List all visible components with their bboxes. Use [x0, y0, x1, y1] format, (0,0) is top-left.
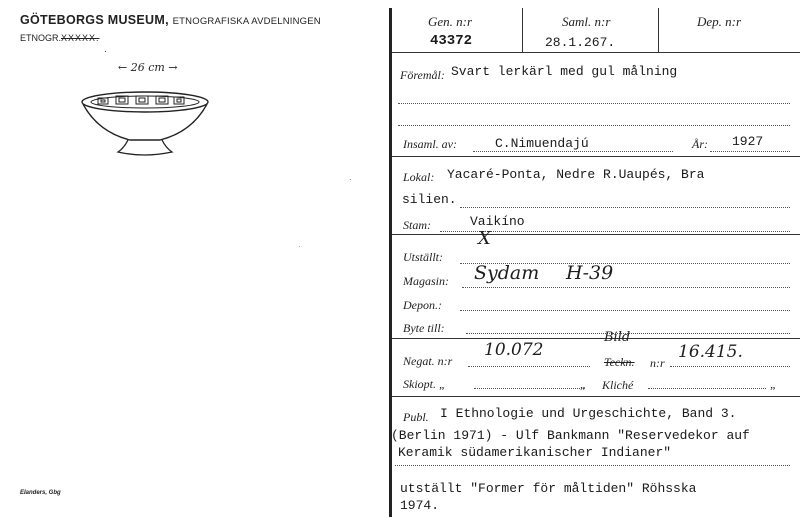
- dotted-line: [460, 207, 790, 208]
- dotted-line: [474, 388, 584, 389]
- speck: ·: [298, 242, 301, 251]
- etnogr-dot: ·: [104, 46, 107, 56]
- dotted-line: [395, 465, 790, 466]
- rule: [392, 52, 800, 53]
- lokal-value-1: Yacaré-Ponta, Nedre R.Uaupés, Bra: [447, 167, 705, 182]
- gen-label: Gen. n:r: [428, 14, 473, 29]
- depon-label: Depon.:: [403, 298, 442, 312]
- size-note: ← 26 cm →: [118, 61, 178, 74]
- insaml-value: C.Nimuendajú: [495, 136, 589, 151]
- dotted-line: [473, 151, 673, 152]
- speck: ·: [349, 175, 352, 184]
- etnogr-label: ETNOGR.: [20, 33, 62, 43]
- etnogr-number-crossed: XXXXX.: [61, 33, 100, 43]
- department-name: ETNOGRAFISKA AVDELNINGEN: [172, 16, 321, 27]
- utstallt-mark: X: [478, 228, 491, 249]
- kliche-ditto: „: [770, 377, 777, 391]
- rule: [392, 396, 800, 397]
- rule: [392, 338, 800, 339]
- byte-label: Byte till:: [403, 321, 445, 335]
- ar-value: 1927: [732, 134, 764, 149]
- teckn-value: 16.415.: [678, 342, 743, 362]
- saml-value: 28.1.267.: [545, 35, 616, 50]
- skiopt-ditto: „: [580, 377, 587, 391]
- lokal-label: Lokal:: [403, 170, 435, 184]
- teckn-label: Teckn.: [604, 355, 635, 369]
- magasin-value-1: Sydam: [474, 262, 540, 284]
- lokal-value-2: silien.: [402, 192, 457, 207]
- publ-line-2: (Berlin 1971) - Ulf Bankmann "Reservedekor auf: [391, 428, 750, 443]
- insaml-label: Insaml. av:: [403, 137, 457, 151]
- stam-value: Vaikíno: [470, 214, 525, 229]
- negat-value: 10.072: [484, 340, 544, 360]
- dotted-line: [670, 366, 790, 367]
- publ-line-3: Keramik südamerikanischer Indianer": [398, 445, 672, 460]
- dep-label: Dep. n:r: [697, 14, 742, 29]
- ar-label: År:: [692, 137, 708, 151]
- skiopt-label: Skiopt. „: [403, 377, 446, 391]
- rule: [392, 234, 800, 235]
- printer-mark: Elanders, Gbg: [20, 490, 61, 496]
- dotted-line: [468, 366, 590, 367]
- rule: [392, 156, 800, 157]
- dotted-line: [398, 125, 790, 126]
- saml-label: Saml. n:r: [562, 14, 611, 29]
- magasin-value-2: H-39: [566, 262, 614, 284]
- bild-note: Bild: [604, 330, 631, 345]
- dotted-line: [462, 287, 790, 288]
- publ-line-1: I Ethnologie und Urgeschichte, Band 3.: [440, 406, 737, 421]
- nr-label: n:r: [650, 356, 665, 370]
- bowl-sketch: [78, 88, 218, 160]
- exhibit-note-1: utställt "Former för måltiden" Röhsska: [400, 481, 697, 496]
- kliche-label: Kliché: [602, 378, 634, 392]
- dotted-line: [710, 151, 790, 152]
- utstallt-label: Utställt:: [403, 250, 444, 264]
- stam-label: Stam:: [403, 218, 431, 232]
- dotted-line: [648, 388, 766, 389]
- museum-title: [20, 13, 321, 27]
- dotted-line: [440, 231, 790, 232]
- museum-name: GÖTEBORGS MUSEUM,: [20, 13, 169, 27]
- publ-label: Publ.: [403, 410, 429, 424]
- magasin-label: Magasin:: [403, 274, 449, 288]
- exhibit-note-2: 1974.: [400, 498, 440, 513]
- dotted-line: [398, 103, 790, 104]
- dotted-line: [460, 310, 790, 311]
- foremal-label: Föremål:: [400, 68, 445, 82]
- gen-value: 43372: [430, 33, 473, 49]
- negat-label: Negat. n:r: [403, 354, 453, 368]
- foremal-value: Svart lerkärl med gul målning: [451, 64, 678, 79]
